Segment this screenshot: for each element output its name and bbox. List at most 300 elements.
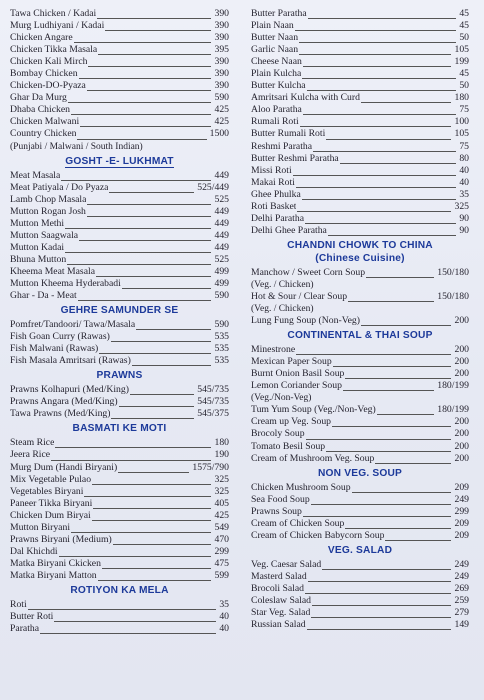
chandni-items-list bbox=[251, 267, 469, 327]
menu-item bbox=[10, 218, 229, 230]
menu-item bbox=[10, 408, 229, 420]
leader-line bbox=[119, 406, 194, 407]
menu-item-name: Kheema Meat Masala bbox=[10, 265, 95, 277]
menu-item-price: 1500 bbox=[209, 128, 229, 140]
menu-item-price: 249 bbox=[454, 558, 469, 570]
menu-item-price: 190 bbox=[214, 449, 229, 461]
leader-line bbox=[361, 102, 451, 103]
section-heading-salad bbox=[251, 542, 469, 559]
leader-line bbox=[303, 516, 451, 517]
menu-item-price: 90 bbox=[459, 224, 469, 236]
menu-item bbox=[10, 32, 229, 44]
menu-item-name: Meat Patiyala / Do Pyaza bbox=[10, 181, 109, 193]
menu-item-price: 449 bbox=[214, 205, 229, 217]
menu-item-name: Missi Roti bbox=[251, 164, 292, 176]
menu-item-name: Cream up Veg. Soup bbox=[251, 416, 332, 428]
leader-line bbox=[366, 277, 434, 278]
menu-item bbox=[251, 607, 469, 619]
menu-item bbox=[251, 530, 469, 542]
menu-item-name: Burnt Onion Basil Soup bbox=[251, 368, 345, 380]
intro-note: (Punjabi / Malwani / South Indian) bbox=[10, 141, 143, 152]
leader-line bbox=[65, 252, 211, 253]
menu-item-price: 35 bbox=[459, 188, 469, 200]
leader-line bbox=[132, 365, 211, 366]
menu-item-name: Rumali Roti bbox=[251, 116, 299, 128]
leader-line bbox=[308, 18, 456, 19]
menu-item bbox=[251, 177, 469, 189]
continental-items-list bbox=[251, 344, 469, 464]
menu-item bbox=[251, 20, 469, 32]
menu-item-price: 105 bbox=[454, 44, 469, 56]
menu-item-price: 535 bbox=[214, 343, 229, 355]
leader-line bbox=[40, 633, 216, 634]
section-title: CONTINENTAL & THAI SOUP bbox=[287, 330, 433, 342]
menu-item bbox=[251, 165, 469, 177]
leader-line bbox=[99, 353, 211, 354]
menu-item-name: Chicken Malwani bbox=[10, 116, 80, 128]
menu-item bbox=[251, 8, 469, 20]
menu-item-name: Chicken Tikka Masala bbox=[10, 44, 98, 56]
menu-item bbox=[251, 416, 469, 428]
menu-item-price: 535 bbox=[214, 331, 229, 343]
menu-item-name: Minestrone bbox=[251, 344, 296, 356]
menu-item bbox=[251, 404, 469, 416]
menu-item bbox=[10, 104, 229, 116]
menu-item bbox=[10, 437, 229, 449]
menu-item bbox=[251, 506, 469, 518]
menu-item-price: 590 bbox=[214, 319, 229, 331]
menu-item bbox=[10, 194, 229, 206]
menu-item bbox=[10, 128, 229, 140]
menu-item bbox=[10, 558, 229, 570]
menu-item bbox=[10, 611, 229, 623]
menu-item-price: 200 bbox=[454, 344, 469, 356]
menu-item bbox=[251, 104, 469, 116]
menu-item-price: 45 bbox=[459, 8, 469, 19]
menu-item bbox=[10, 44, 229, 56]
menu-item-price: 475 bbox=[214, 557, 229, 569]
leader-line bbox=[51, 460, 211, 461]
menu-item-price: 150/180 bbox=[437, 290, 469, 302]
leader-line bbox=[98, 580, 211, 581]
menu-item-price: 395 bbox=[214, 44, 229, 56]
menu-item bbox=[251, 368, 469, 380]
leader-line bbox=[84, 496, 211, 497]
menu-item bbox=[10, 92, 229, 104]
section-title: BASMATI KE MOTI bbox=[72, 423, 167, 435]
leader-line bbox=[326, 139, 451, 140]
menu-item-price: 200 bbox=[454, 440, 469, 452]
menu-item-name: Ghee Phulka bbox=[251, 188, 301, 200]
menu-item-price: 390 bbox=[214, 56, 229, 68]
menu-item bbox=[251, 225, 469, 237]
menu-item-name: Mix Vegetable Pulao bbox=[10, 473, 92, 485]
leader-line bbox=[87, 90, 211, 91]
menu-item bbox=[251, 56, 469, 68]
leader-line bbox=[105, 30, 211, 31]
menu-item-name: Mutton Methi bbox=[10, 217, 65, 229]
leader-line bbox=[332, 426, 451, 427]
menu-item-name: Brocoli Salad bbox=[251, 582, 305, 594]
leader-line bbox=[345, 528, 451, 529]
leader-line bbox=[348, 301, 434, 302]
section-heading-prawns bbox=[10, 367, 229, 384]
menu-item bbox=[251, 116, 469, 128]
menu-item-price: 545/735 bbox=[197, 384, 229, 396]
menu-item bbox=[10, 230, 229, 242]
menu-item bbox=[10, 278, 229, 290]
menu-item bbox=[251, 559, 469, 571]
menu-item-price: 209 bbox=[454, 517, 469, 529]
menu-item-name: Mutton Biryani bbox=[10, 521, 71, 533]
menu-item bbox=[10, 290, 229, 302]
menu-item-name: Manchow / Sweet Corn Soup bbox=[251, 266, 366, 278]
menu-item-name: Amritsari Kulcha with Curd bbox=[251, 92, 360, 104]
menu-item bbox=[10, 534, 229, 546]
menu-item-name: Brocoly Soup bbox=[251, 428, 305, 440]
menu-item-name: Dhaba Chicken bbox=[10, 104, 70, 116]
leader-line bbox=[92, 484, 211, 485]
menu-item-name: Hot & Sour / Clear Soup bbox=[251, 290, 348, 302]
menu-item-price: 100 bbox=[454, 116, 469, 128]
menu-item bbox=[10, 599, 229, 611]
menu-item-price: 390 bbox=[214, 80, 229, 92]
leader-line bbox=[361, 325, 451, 326]
menu-item bbox=[251, 44, 469, 56]
menu-item-price: 299 bbox=[214, 545, 229, 557]
menu-item-price: 45 bbox=[459, 20, 469, 32]
leader-line bbox=[313, 151, 456, 152]
leader-line bbox=[54, 621, 216, 622]
menu-item bbox=[251, 583, 469, 595]
menu-item-name: Paratha bbox=[10, 623, 40, 635]
leader-line bbox=[74, 42, 211, 43]
menu-item-price: 50 bbox=[459, 80, 469, 92]
menu-item bbox=[10, 343, 229, 355]
menu-item-name: Paneer Tikka Biryani bbox=[10, 497, 93, 509]
menu-item-name: Chicken Mushroom Soup bbox=[251, 481, 351, 493]
menu-item-name: Bombay Chicken bbox=[10, 68, 78, 80]
nonveg-items-list bbox=[251, 482, 469, 542]
menu-item-name: Pomfret/Tandoori/ Tawa/Masala bbox=[10, 319, 136, 331]
menu-item-name: Garlic Naan bbox=[251, 44, 299, 56]
menu-item-name: Cream of Chicken Babycorn Soup bbox=[251, 529, 385, 541]
menu-item-name: Tum Yum Soup (Veg./Non-Veg) bbox=[251, 404, 376, 416]
menu-item-price: 390 bbox=[214, 20, 229, 32]
menu-item bbox=[10, 498, 229, 510]
menu-item-name: Chicken Angare bbox=[10, 32, 73, 44]
menu-item-name: Prawns Biryani (Medium) bbox=[10, 533, 112, 545]
menu-item bbox=[10, 355, 229, 367]
menu-item bbox=[251, 201, 469, 213]
leader-line bbox=[97, 18, 211, 19]
leader-line bbox=[375, 463, 451, 464]
leader-line bbox=[71, 114, 211, 115]
menu-item bbox=[10, 20, 229, 32]
menu-item bbox=[10, 384, 229, 396]
menu-item-price: 35 bbox=[219, 598, 229, 610]
section-title: NON VEG. SOUP bbox=[317, 467, 403, 479]
menu-item-name: Fish Masala Amritsari (Rawas) bbox=[10, 355, 131, 367]
menu-item-price: 405 bbox=[214, 497, 229, 509]
leader-line bbox=[322, 569, 451, 570]
menu-item bbox=[10, 319, 229, 331]
leader-line bbox=[59, 556, 211, 557]
menu-item-name: Butter Paratha bbox=[251, 8, 307, 19]
menu-item bbox=[251, 595, 469, 607]
menu-item bbox=[10, 80, 229, 92]
menu-item-price: 105 bbox=[454, 128, 469, 140]
menu-item-price: 299 bbox=[454, 505, 469, 517]
menu-item-price: 200 bbox=[454, 428, 469, 440]
leader-line bbox=[377, 414, 434, 415]
right-column bbox=[251, 8, 469, 631]
menu-item bbox=[251, 428, 469, 440]
menu-item bbox=[251, 356, 469, 368]
menu-item-price: 390 bbox=[214, 32, 229, 44]
menu-item-price: 90 bbox=[459, 212, 469, 224]
leader-line bbox=[61, 180, 211, 181]
leader-line bbox=[311, 504, 451, 505]
menu-item-name: Mutton Kadai bbox=[10, 241, 65, 253]
menu-item bbox=[251, 141, 469, 153]
menu-item-price: 449 bbox=[214, 169, 229, 181]
menu-item-price: 449 bbox=[214, 217, 229, 229]
leader-line bbox=[296, 187, 456, 188]
menu-item-name: Makai Roti bbox=[251, 176, 295, 188]
menu-item bbox=[10, 546, 229, 558]
leader-line bbox=[122, 288, 211, 289]
menu-item bbox=[251, 380, 469, 392]
menu-item-price: 200 bbox=[454, 416, 469, 428]
menu-item-price: 199 bbox=[454, 56, 469, 68]
menu-item bbox=[251, 441, 469, 453]
menu-item bbox=[251, 315, 469, 327]
menu-item bbox=[251, 291, 469, 303]
menu-item-name: Jeera Rice bbox=[10, 449, 51, 461]
menu-item bbox=[251, 453, 469, 465]
section-heading-basmati bbox=[10, 420, 229, 437]
section-heading-gosht bbox=[10, 153, 229, 170]
leader-line bbox=[136, 329, 211, 330]
leader-line bbox=[102, 568, 211, 569]
menu-item bbox=[10, 170, 229, 182]
menu-item-price: 209 bbox=[454, 481, 469, 493]
menu-item-name: Ghar - Da - Meat bbox=[10, 290, 77, 302]
menu-item-name: Delhi Paratha bbox=[251, 212, 304, 224]
menu-item bbox=[10, 623, 229, 635]
leader-line bbox=[293, 175, 456, 176]
menu-item-price: 200 bbox=[454, 356, 469, 368]
menu-item-price: 590 bbox=[214, 92, 229, 104]
item-note: (Veg. / Chicken) bbox=[251, 279, 314, 290]
leader-line bbox=[305, 593, 451, 594]
intro-items-list bbox=[10, 8, 229, 141]
menu-item-name: Dal Khichdi bbox=[10, 545, 58, 557]
menu-item-price: 249 bbox=[454, 493, 469, 505]
menu-item-price: 325 bbox=[214, 485, 229, 497]
menu-item-name: Butter Kulcha bbox=[251, 80, 306, 92]
section-title: CHANDNI CHOWK TO CHINA bbox=[287, 239, 433, 251]
menu-item bbox=[251, 482, 469, 494]
menu-item-name: Butter Roti bbox=[10, 611, 54, 623]
section-title: PRAWNS bbox=[96, 370, 143, 382]
menu-item bbox=[10, 570, 229, 582]
menu-item bbox=[10, 331, 229, 343]
menu-item bbox=[10, 486, 229, 498]
menu-item bbox=[10, 254, 229, 266]
menu-item-price: 545/375 bbox=[197, 408, 229, 420]
section-subtitle: (Chinese Cuisine) bbox=[315, 252, 405, 264]
menu-item-price: 390 bbox=[214, 8, 229, 19]
menu-item-name: Country Chicken bbox=[10, 128, 77, 140]
menu-item-name: Tawa Prawns (Med/King) bbox=[10, 408, 111, 420]
menu-item bbox=[251, 571, 469, 583]
menu-item bbox=[10, 8, 229, 20]
menu-item-price: 425 bbox=[214, 116, 229, 128]
menu-item bbox=[251, 213, 469, 225]
menu-item-name: Veg. Caesar Salad bbox=[251, 558, 322, 570]
section-title: VEG. SALAD bbox=[327, 544, 393, 556]
rotiyon-items-list bbox=[10, 599, 229, 635]
menu-item-price: 525 bbox=[214, 193, 229, 205]
menu-item-name: Cream of Chicken Soup bbox=[251, 517, 345, 529]
menu-item-name: Butter Rumali Roti bbox=[251, 128, 326, 140]
breads-items-list bbox=[251, 8, 469, 237]
menu-item-name: Steam Rice bbox=[10, 437, 55, 449]
menu-item-name: Chicken Dum Biryai bbox=[10, 509, 91, 521]
leader-line bbox=[98, 54, 211, 55]
leader-line bbox=[28, 609, 216, 610]
gosht-items-list bbox=[10, 170, 229, 303]
leader-line bbox=[88, 66, 211, 67]
leader-line bbox=[80, 126, 211, 127]
menu-item-price: 50 bbox=[459, 32, 469, 44]
leader-line bbox=[109, 192, 194, 193]
menu-item-price: 325 bbox=[214, 473, 229, 485]
menu-item-price: 40 bbox=[459, 176, 469, 188]
samunder-items-list bbox=[10, 319, 229, 367]
menu-item bbox=[10, 474, 229, 486]
menu-item-name: Masterd Salad bbox=[251, 570, 307, 582]
menu-item-price: 390 bbox=[214, 68, 229, 80]
menu-item-name: Prawns Angara (Med/King) bbox=[10, 396, 118, 408]
menu-item-name: Matka Biryani Ckicken bbox=[10, 557, 101, 569]
menu-item-price: 1575/790 bbox=[192, 461, 229, 473]
left-column bbox=[10, 8, 229, 635]
item-note: (Veg. / Chicken) bbox=[251, 304, 314, 315]
menu-item bbox=[10, 449, 229, 461]
leader-line bbox=[302, 199, 456, 200]
menu-item bbox=[251, 92, 469, 104]
section-title: ROTIYON KA MELA bbox=[70, 584, 169, 596]
leader-line bbox=[307, 629, 451, 630]
menu-item bbox=[251, 128, 469, 140]
menu-item-name: Murg Ludhiyani / Kadai bbox=[10, 20, 105, 32]
menu-item-price: 449 bbox=[214, 229, 229, 241]
menu-item-price: 200 bbox=[454, 315, 469, 327]
menu-item bbox=[10, 68, 229, 80]
leader-line bbox=[71, 532, 211, 533]
menu-item-price: 150/180 bbox=[437, 266, 469, 278]
menu-item-price: 149 bbox=[454, 619, 469, 631]
menu-item bbox=[251, 619, 469, 631]
menu-item bbox=[10, 510, 229, 522]
menu-item-price: 470 bbox=[214, 533, 229, 545]
leader-line bbox=[118, 472, 189, 473]
section-title: GEHRE SAMUNDER SE bbox=[60, 305, 179, 317]
leader-line bbox=[352, 492, 451, 493]
leader-line bbox=[307, 90, 456, 91]
menu-item-price: 499 bbox=[214, 265, 229, 277]
leader-line bbox=[79, 78, 211, 79]
menu-item-price: 75 bbox=[459, 140, 469, 152]
leader-line bbox=[326, 451, 451, 452]
menu-item-price: 525/449 bbox=[197, 181, 229, 193]
menu-item-name: Coleslaw Salad bbox=[251, 594, 311, 606]
menu-item bbox=[251, 68, 469, 80]
menu-item-name: Chicken-DO-Pyaza bbox=[10, 80, 86, 92]
menu-item bbox=[251, 32, 469, 44]
leader-line bbox=[306, 439, 451, 440]
menu-item bbox=[251, 189, 469, 201]
leader-line bbox=[68, 102, 211, 103]
menu-item-name: Ghar Da Murg bbox=[10, 92, 67, 104]
menu-item-price: 180 bbox=[214, 437, 229, 449]
leader-line bbox=[93, 508, 211, 509]
menu-item bbox=[10, 56, 229, 68]
leader-line bbox=[113, 544, 211, 545]
menu-item-name: Mexican Paper Soup bbox=[251, 356, 332, 368]
menu-item-price: 449 bbox=[214, 241, 229, 253]
leader-line bbox=[67, 264, 211, 265]
menu-item-name: Roti Basket bbox=[251, 200, 297, 212]
salad-items-list bbox=[251, 559, 469, 631]
menu-item-price: 325 bbox=[454, 200, 469, 212]
menu-item-name: Aloo Paratha bbox=[251, 104, 302, 116]
leader-line bbox=[302, 78, 456, 79]
menu-item-price: 249 bbox=[454, 570, 469, 582]
menu-item bbox=[10, 266, 229, 278]
menu-item-name: Meat Masala bbox=[10, 169, 61, 181]
menu-item-name: Tomato Besil Soup bbox=[251, 440, 326, 452]
leader-line bbox=[96, 276, 211, 277]
leader-line bbox=[345, 378, 451, 379]
menu-item-name: Delhi Ghee Paratha bbox=[251, 224, 327, 236]
menu-item-price: 180/199 bbox=[437, 380, 469, 392]
leader-line bbox=[79, 240, 211, 241]
leader-line bbox=[312, 605, 451, 606]
menu-item-name: Lamb Chop Masala bbox=[10, 193, 87, 205]
menu-item bbox=[10, 522, 229, 534]
leader-line bbox=[308, 581, 451, 582]
menu-item bbox=[10, 206, 229, 218]
section-title: GOSHT -E- LUKHMAT bbox=[65, 155, 174, 167]
menu-item-price: 545/735 bbox=[197, 396, 229, 408]
leader-line bbox=[130, 394, 194, 395]
menu-item-price: 499 bbox=[214, 277, 229, 289]
menu-item-name: Fish Malwani (Rawas) bbox=[10, 343, 99, 355]
leader-line bbox=[385, 540, 451, 541]
leader-line bbox=[311, 617, 451, 618]
menu-item-price: 599 bbox=[214, 569, 229, 581]
menu-item-price: 279 bbox=[454, 607, 469, 619]
menu-item bbox=[10, 462, 229, 474]
leader-line bbox=[303, 114, 456, 115]
leader-line bbox=[295, 30, 456, 31]
menu-item-price: 590 bbox=[214, 290, 229, 302]
leader-line bbox=[92, 520, 211, 521]
